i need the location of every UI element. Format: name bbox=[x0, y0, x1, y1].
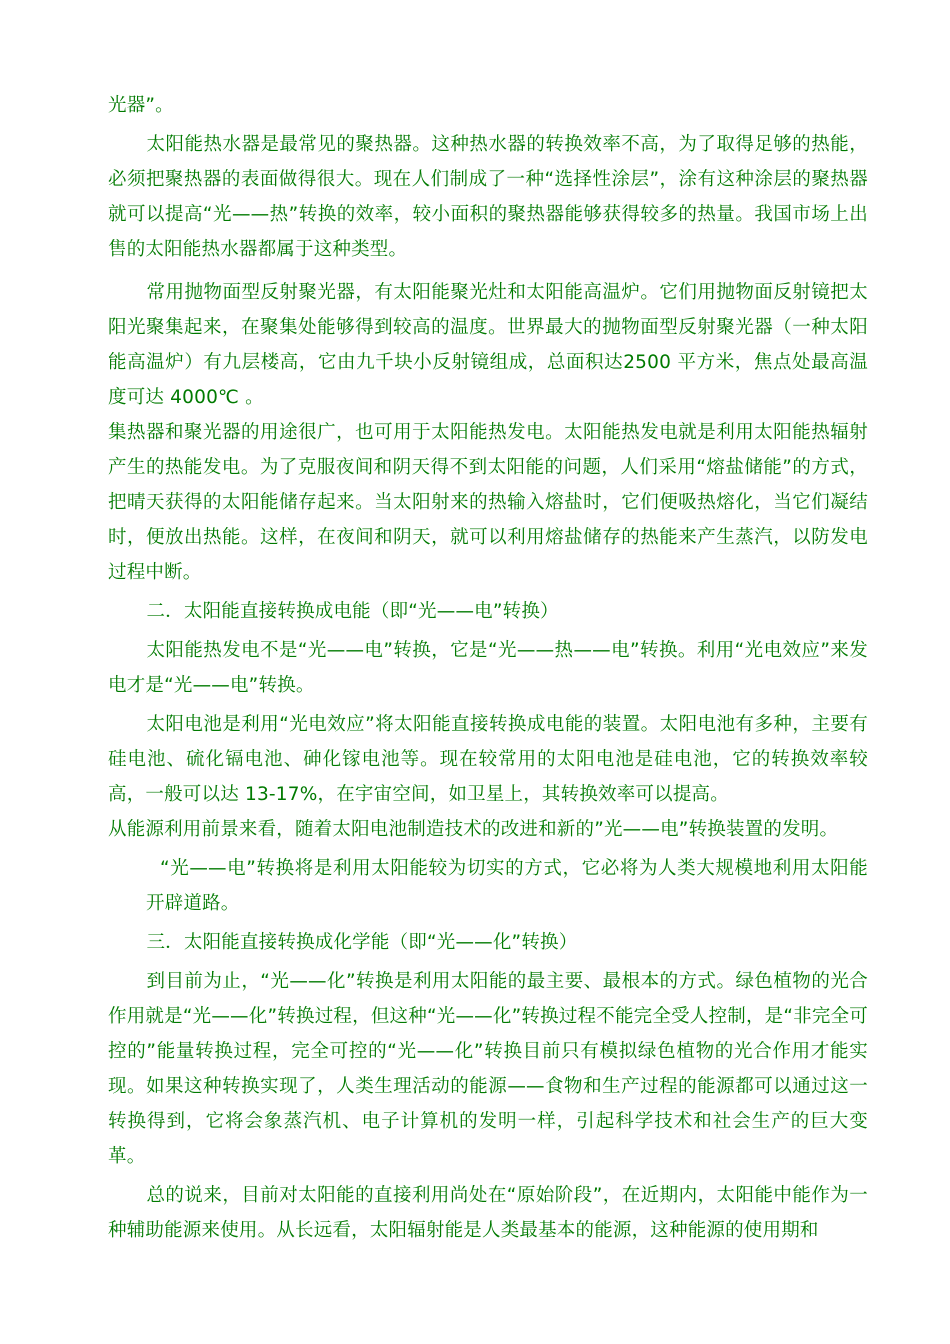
paragraph-solar-water-heater: 太阳能热水器是最常见的聚热器。这种热水器的转换效率不高，为了取得足够的热能，必须把聚热器的表面做得很大。现在人们制成了一种“选择性涂层”，涂有这种涂层的聚热器就可以提高“光——热”转换的效率，较小面积的聚热器能够获得较多的热量。我国市场上出售的太阳能热水器都属于这种类型。 bbox=[108, 134, 868, 260]
paragraph-continuation: 光器”。 bbox=[108, 95, 174, 116]
document-body bbox=[108, 88, 868, 1248]
paragraph-outlook: 从能源利用前景来看，随着太阳电池制造技术的改进和新的”光——电”转换装置的发明。 bbox=[108, 819, 839, 840]
paragraph-thermal-power: 集热器和聚光器的用途很广，也可用于太阳能热发电。太阳能热发电就是利用太阳能热辐射产生的热能发电。为了克服夜间和阴天得不到太阳能的问题，人们采用“熔盐储能”的方式，把晴天获得的太阳能储存起来。当太阳射来的热输入熔盐时，它们便吸热熔化，当它们凝结时，便放出热能。这样，在夜间和阴天，就可以利用熔盐储存的热能来产生蒸汽，以防发电过程中断。 bbox=[108, 422, 868, 583]
paragraph-parabolic-concentrator: 常用抛物面型反射聚光器，有太阳能聚光灶和太阳能高温炉。它们用抛物面反射镜把太阳光聚集起来，在聚集处能够得到较高的温度。世界最大的抛物面型反射聚光器（一种太阳能高温炉）有九层楼高，它由九千块小反射镜组成，总面积达2500 平方米，焦点处最高温度可达 4000℃ 。 bbox=[108, 282, 868, 408]
paragraph-solar-cell: 太阳电池是利用“光电效应”将太阳能直接转换成电能的装置。太阳电池有多种，主要有硅电池、硫化镉电池、砷化镓电池等。现在较常用的太阳电池是硅电池，它的转换效率较高，一般可以达 13-17%，在宇宙空间，如卫星上，其转换效率可以提高。 bbox=[108, 714, 868, 805]
section-heading-photoelectric: 二．太阳能直接转换成电能（即“光——电”转换） bbox=[146, 601, 559, 622]
section-heading-photochemical: 三．太阳能直接转换成化学能（即“光——化”转换） bbox=[146, 932, 578, 953]
paragraph-photochemical: 到目前为止，“光——化”转换是利用太阳能的最主要、最根本的方式。绿色植物的光合作用就是“光——化”转换过程，但这种“光——化”转换过程不能完全受人控制，是“非完全可控的”能量转换过程，完全可控的“光——化”转换目前只有模拟绿色植物的光合作用才能实现。如果这种转换实现了，人类生理活动的能源——食物和生产过程的能源都可以通过这一转换得到，它将会象蒸汽机、电子计算机的发明一样，引起科学技术和社会生产的巨大变革。 bbox=[108, 971, 868, 1167]
paragraph-summary: 总的说来，目前对太阳能的直接利用尚处在“原始阶段”，在近期内，太阳能中能作为一种辅助能源来使用。从长远看，太阳辐射能是人类最基本的能源，这种能源的使用期和 bbox=[108, 1185, 868, 1241]
paragraph-outlook-continued: “光——电”转换将是利用太阳能较为切实的方式，它必将为人类大规模地利用太阳能开辟道路。 bbox=[146, 858, 868, 914]
paragraph-photoelectric-intro: 太阳能热发电不是“光——电”转换，它是“光——热——电”转换。利用“光电效应”来发电才是“光——电”转换。 bbox=[108, 640, 868, 696]
